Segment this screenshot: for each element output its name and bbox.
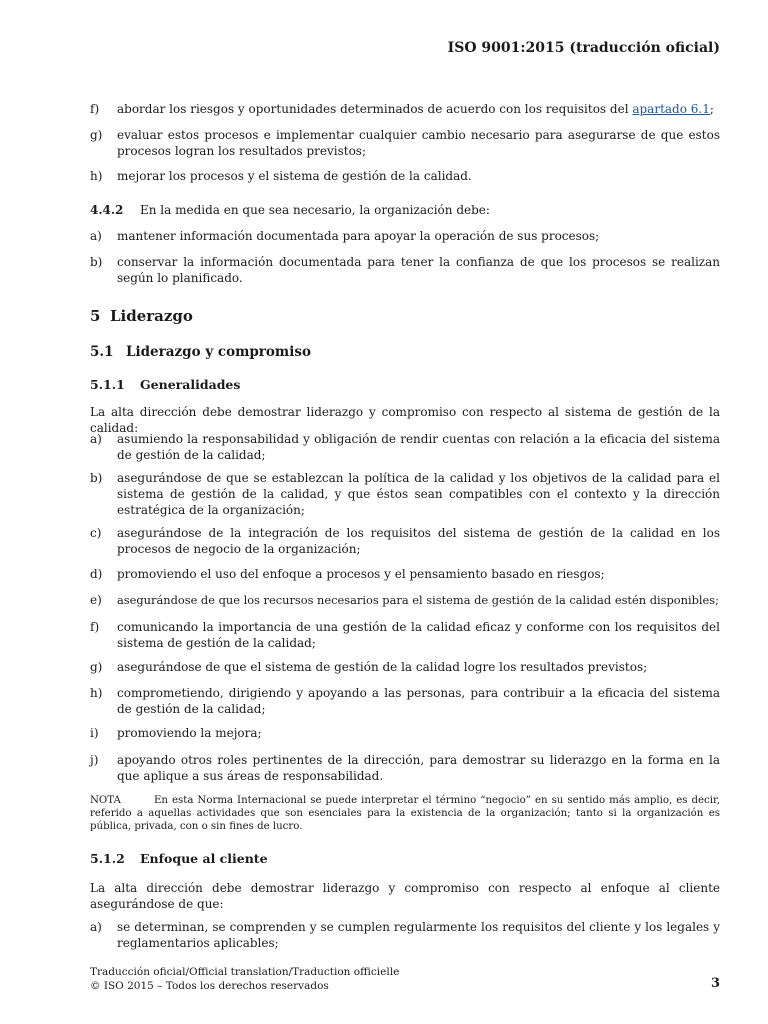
item-label: e)	[90, 593, 102, 607]
clause-number: 4.4.2	[90, 203, 124, 217]
list-item	[90, 525, 720, 557]
intro-paragraph: La alta dirección debe demostrar liderazgo y compromiso con respecto al sistema de gestión de la calidad:	[90, 405, 720, 435]
item-label: d)	[90, 567, 103, 581]
note-label: NOTA	[90, 795, 121, 806]
list-item	[90, 470, 720, 518]
item-text: asegurándose de la integración de los requisitos del sistema de gestión de la calidad en los procesos de negocio de la organización;	[117, 526, 720, 556]
list-item	[90, 431, 720, 463]
page-footer	[90, 965, 399, 993]
list-item	[90, 566, 720, 582]
list-item	[90, 752, 720, 784]
section-title: Liderazgo y compromiso	[126, 344, 311, 360]
note	[90, 794, 720, 833]
item-label: a)	[90, 432, 102, 446]
item-label: h)	[90, 686, 103, 700]
list-item	[90, 228, 720, 244]
list-item	[90, 725, 720, 741]
section-title: Enfoque al cliente	[140, 851, 268, 866]
item-text: asegurándose de que se establezcan la política de la calidad y los objetivos de la calidad para el sistema de gestión de la calidad, y que éstos sean compatibles con el contexto y la dirección estratégica de la organización;	[117, 471, 720, 517]
item-text: promoviendo el uso del enfoque a procesos y el pensamiento basado en riesgos;	[117, 567, 605, 581]
section-number: 5.1.1	[90, 377, 125, 392]
item-text: comunicando la importancia de una gestión de la calidad eficaz y conforme con los requisitos del sistema de gestión de la calidad;	[117, 620, 720, 650]
apartado-link[interactable]: apartado 6.1	[632, 102, 710, 116]
section-number: 5.1.2	[90, 851, 125, 866]
item-label: b)	[90, 471, 103, 485]
footer-copyright-line: © ISO 2015 – Todos los derechos reservados	[90, 980, 329, 992]
item-text: abordar los riesgos y oportunidades determinados de acuerdo con los requisitos del apartado 6.1;	[117, 102, 714, 116]
list-item	[90, 254, 720, 286]
list-item	[90, 168, 720, 184]
item-label: a)	[90, 229, 102, 243]
section-title: Generalidades	[140, 377, 241, 392]
item-text: conservar la información documentada para tener la confianza de que los procesos se realizan según lo planificado.	[117, 255, 720, 285]
section-number: 5	[90, 307, 101, 325]
section-number: 5.1	[90, 344, 114, 360]
item-label: i)	[90, 726, 99, 740]
list-item	[90, 685, 720, 717]
item-text: evaluar estos procesos e implementar cualquier cambio necesario para asegurarse de que estos procesos logran los resultados previstos;	[117, 128, 720, 158]
item-text: asegurándose de que los recursos necesarios para el sistema de gestión de la calidad estén disponibles;	[117, 593, 719, 607]
footer-translation-line: Traducción oficial/Official translation/Traduction officielle	[90, 966, 400, 978]
item-text: mantener información documentada para apoyar la operación de sus procesos;	[117, 229, 600, 243]
page-number: 3	[710, 976, 720, 991]
list-item	[90, 919, 720, 951]
clause-text: En la medida en que sea necesario, la organización debe:	[140, 203, 490, 217]
list-item	[90, 127, 720, 159]
item-text: se determinan, se comprenden y se cumplen regularmente los requisitos del cliente y los legales y reglamentarios aplicables;	[117, 920, 720, 950]
item-label: b)	[90, 255, 103, 269]
running-header: ISO 9001:2015 (traducción oficial)	[447, 40, 720, 56]
note-text: En esta Norma Internacional se puede interpretar el término “negocio” en su sentido más amplio, es decir, referido a aquellas actividades que son esenciales para la existencia de la organización; tanto si la organización es pública, privada, con o sin fines de lucro.	[90, 795, 720, 832]
list-item	[90, 619, 720, 651]
list-item	[90, 659, 720, 675]
item-label: c)	[90, 526, 102, 540]
section-5-1-2-heading	[90, 851, 268, 866]
list-item	[90, 101, 720, 117]
item-text: promoviendo la mejora;	[117, 726, 262, 740]
intro-paragraph: La alta dirección debe demostrar liderazgo y compromiso con respecto al enfoque al cliente asegurándose de que:	[90, 881, 720, 911]
section-5-1-1-heading	[90, 377, 240, 392]
section-5-1-heading	[90, 344, 311, 360]
item-label: f)	[90, 102, 100, 116]
list-item	[90, 592, 720, 608]
item-label: f)	[90, 620, 100, 634]
item-label: a)	[90, 920, 102, 934]
clause-4-4-2	[90, 202, 720, 218]
item-label: g)	[90, 660, 103, 674]
section-5-heading	[90, 307, 193, 325]
item-text: asegurándose de que el sistema de gestión de la calidad logre los resultados previstos;	[117, 660, 648, 674]
item-text: comprometiendo, dirigiendo y apoyando a las personas, para contribuir a la eficacia del sistema de gestión de la calidad;	[117, 686, 720, 716]
item-text: asumiendo la responsabilidad y obligación de rendir cuentas con relación a la eficacia del sistema de gestión de la calidad;	[117, 432, 720, 462]
item-label: j)	[90, 753, 99, 767]
item-text: apoyando otros roles pertinentes de la dirección, para demostrar su liderazgo en la forma en la que aplique a sus áreas de responsabilidad.	[117, 753, 720, 783]
item-label: g)	[90, 128, 103, 142]
item-label: h)	[90, 169, 103, 183]
item-text: mejorar los procesos y el sistema de gestión de la calidad.	[117, 169, 472, 183]
section-title: Liderazgo	[110, 307, 193, 325]
